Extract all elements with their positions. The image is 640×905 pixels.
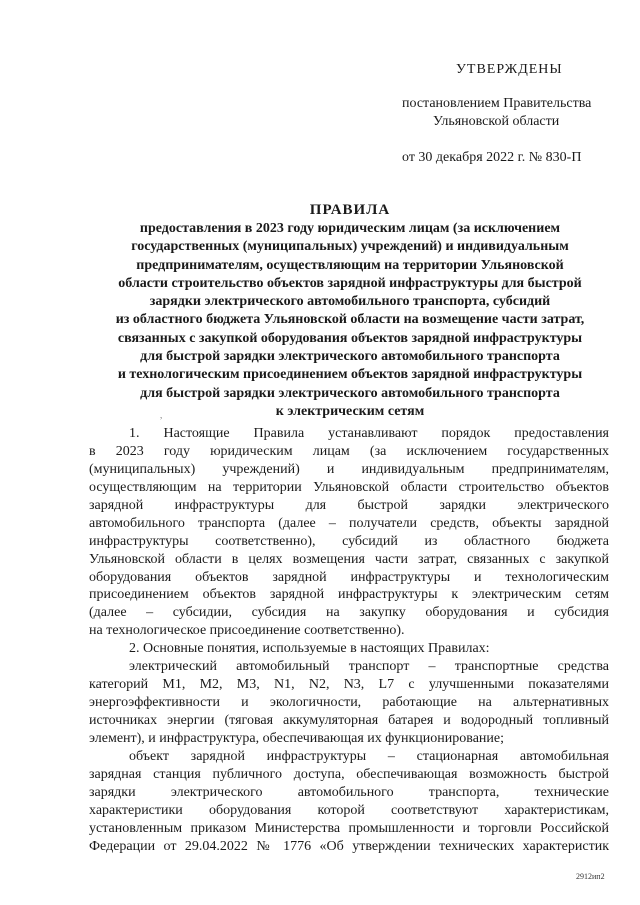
body-line: 1. Настоящие Правила устанавливают порядок предоставления	[129, 426, 609, 441]
subtitle-line: предоставления в 2023 году юридическим лицам (за исключением	[139, 221, 561, 236]
subtitle-line: к электрическим сетям	[275, 403, 425, 419]
subtitle-line: области строительство объектов зарядной инфраструктуры для быстрой	[118, 275, 582, 291]
approval-line-resolution: постановлением Правительства	[402, 96, 592, 111]
body-line: энергоэффективности и экологичности, работающие на альтернативных	[89, 695, 609, 711]
subtitle-line: связанных с закупкой оборудования объектов зарядной инфраструктуры	[117, 330, 583, 346]
body-line: зарядная станция публичного доступа, обеспечивающая возможность быстрой	[89, 766, 609, 782]
subtitle-line: и технологическим присоединением объектов зарядной инфраструктуры	[117, 367, 583, 383]
body-line: оборудования объектов зарядной инфраструктуры и технологическим	[89, 569, 609, 585]
body-line: Ульяновской области в целях возмещения части затрат, связанных с закупкой	[89, 551, 609, 567]
body-line: зарядной инфраструктуры для быстрой зарядки электрического	[89, 497, 609, 513]
body-line: (далее – субсидии, субсидия на закупку оборудования и субсидия	[89, 605, 609, 621]
body-line: объект зарядной инфраструктуры – стационарная автомобильная	[129, 748, 609, 764]
subtitle-line: зарядки электрического автомобильного транспорта, субсидий	[149, 294, 551, 310]
body-line: электрический автомобильный транспорт – транспортные средства	[129, 659, 609, 675]
scan-mark: ,	[160, 410, 163, 420]
document-subtitle	[90, 220, 610, 421]
subtitle-line: из областного бюджета Ульяновской области на возмещение части затрат,	[115, 312, 585, 328]
approval-heading: УТВЕРЖДЕНЫ	[456, 62, 563, 77]
body-line: установленным приказом Министерства промышленности и торговли Российской	[89, 820, 609, 836]
document-body	[89, 425, 609, 856]
body-line: элемент), и инфраструктура, обеспечивающая их функционирование;	[89, 730, 504, 746]
body-line: характеристики оборудования которой соответствуют характеристикам,	[89, 802, 609, 818]
body-line: 2. Основные понятия, используемые в настоящих Правилах:	[129, 641, 490, 657]
body-line: присоединением объектов зарядной инфраструктуры к электрическим сетям	[89, 587, 609, 603]
page-code: 2912ип2	[576, 872, 605, 881]
subtitle-line: предпринимателям, осуществляющим на территории Ульяновской	[136, 257, 564, 273]
body-line: Федерации от 29.04.2022 № 1776 «Об утверждении технических характеристик	[89, 838, 609, 854]
body-line: источниках энергии (тяговая аккумуляторная батарея и водородный топливный	[89, 713, 609, 728]
subtitle-line: для быстрой зарядки электрического автомобильного транспорта	[140, 349, 560, 365]
body-line: категорий M1, M2, M3, N1, N2, N3, L7 с улучшенными показателями	[89, 677, 609, 693]
body-line: на технологическое присоединение соответственно).	[89, 623, 405, 639]
approval-line-region: Ульяновской области	[433, 114, 560, 129]
body-line: в 2023 году юридическим лицам (за исключением государственных	[89, 443, 609, 459]
body-line: (муниципальных) учреждений) и индивидуальным предпринимателям,	[89, 461, 609, 477]
subtitle-line: для быстрой зарядки электрического автомобильного транспорта	[140, 385, 560, 401]
subtitle-line: государственных (муниципальных) учреждений) и индивидуальным	[131, 239, 569, 255]
approval-line-date-number: от 30 декабря 2022 г. № 830-П	[402, 150, 582, 165]
document-title: ПРАВИЛА	[309, 202, 391, 218]
body-line: автомобильного транспорта (далее – получатели средств, объекты зарядной	[89, 515, 609, 531]
body-line: осуществляющим на территории Ульяновской области строительство объектов	[89, 479, 609, 495]
body-line: зарядки электрического автомобильного транспорта, технические	[89, 784, 609, 800]
body-line: инфраструктуры соответственно), субсидий из областного бюджета	[89, 533, 609, 549]
